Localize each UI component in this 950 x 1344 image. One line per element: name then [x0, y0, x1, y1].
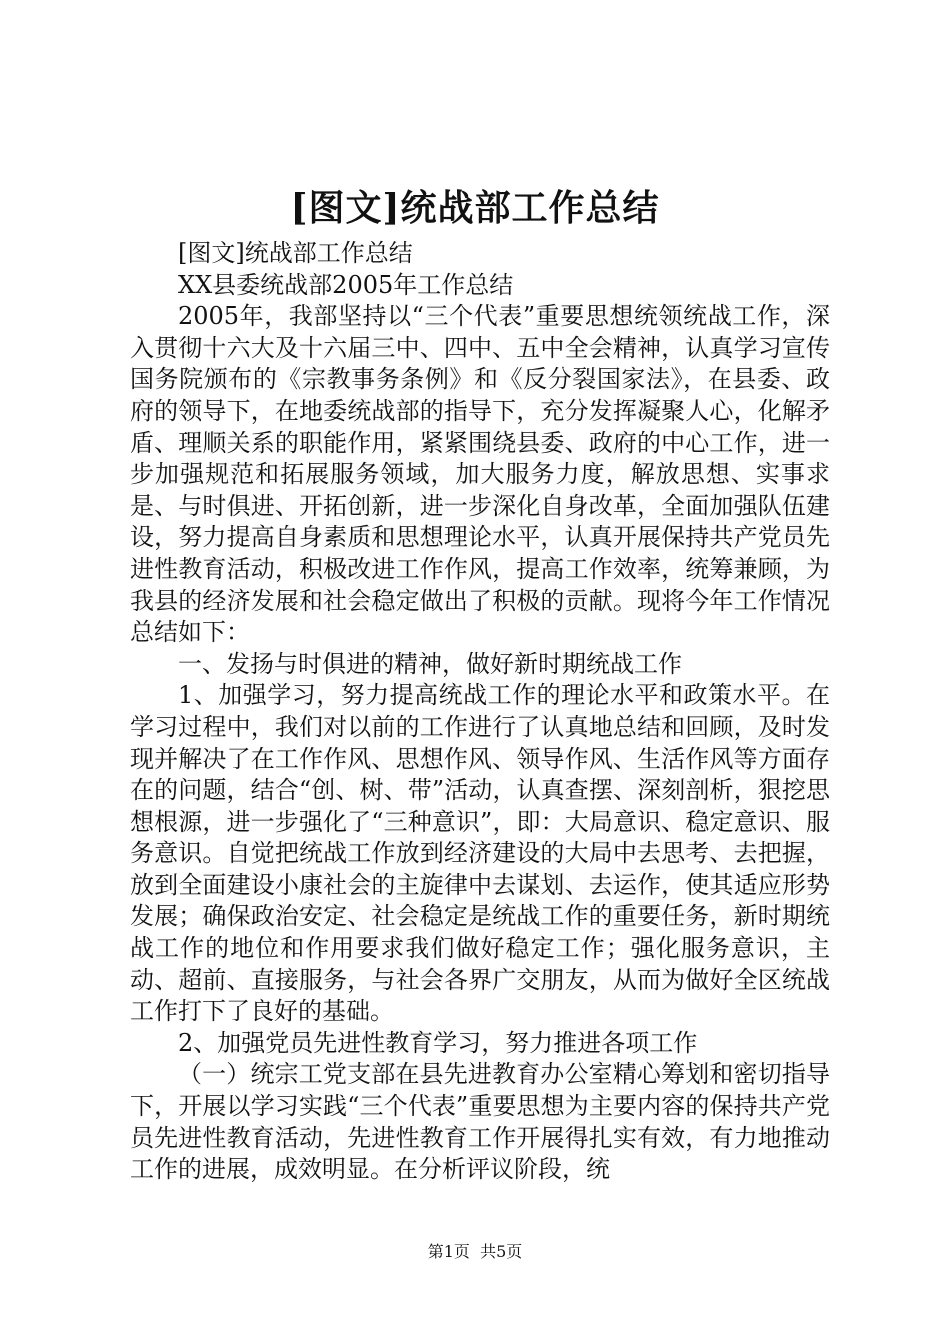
page-title: [图文]统战部工作总结 — [290, 187, 660, 229]
paragraph-subtitle: [图文]统战部工作总结 — [178, 239, 413, 267]
section-heading-1: 一、发扬与时俱进的精神，做好新时期统战工作 — [178, 649, 682, 678]
section-heading-2: 2、加强党员先进性教育学习，努力推进各项工作 — [178, 1028, 698, 1057]
paragraph-study: 1、加强学习，努力提高统战工作的理论水平和政策水平。在学习过程中，我们对以前的工作进行了认真地总结和回顾，及时发现并解决了在工作作风、思想作风、领导作风、生活作风等方面存在的问题，结合“创、树、带”活动，认真查摆、深刻剖析，狠挖思想根源，进一步强化了“三种意识”，即：大局意识、稳定意识、服务意识。自觉把统战工作放到经济建设的大局中去思考、去把握，放到全面建设小康社会的主旋律中去谋划、去运作，使其适应形势发展；确保政治安定、社会稳定是统战工作的重要任务，新时期统战工作的地位和作用要求我们做好稳定工作；强化服务意识，主动、超前、直接服务，与社会各界广交朋友，从而为做好全区统战工作打下了良好的基础。 — [130, 681, 830, 1026]
page-number: 第1页 — [427, 1242, 470, 1261]
footer-spacer — [470, 1242, 480, 1261]
document-body — [130, 238, 830, 1186]
page-total: 共5页 — [480, 1242, 523, 1261]
page-footer — [0, 1240, 950, 1264]
paragraph-intro: 2005年，我部坚持以“三个代表”重要思想统领统战工作，深入贯彻十六大及十六届三中、四中、五中全会精神，认真学习宣传国务院颁布的《宗教事务条例》和《反分裂国家法》，在县委、政府的领导下，在地委统战部的指导下，充分发挥凝聚人心，化解矛盾、理顺关系的职能作用，紧紧围绕县委、政府的中心工作，进一步加强规范和拓展服务领域，加大服务力度，解放思想、实事求是、与时俱进、开拓创新，进一步深化自身改革，全面加强队伍建设，努力提高自身素质和思想理论水平，认真开展保持共产党员先进性教育活动，积极改进工作作风，提高工作效率，统筹兼顾，为我县的经济发展和社会稳定做出了积极的贡献。现将今年工作情况总结如下： — [130, 302, 830, 647]
paragraph-party-branch: （一）统宗工党支部在县先进教育办公室精心筹划和密切指导下，开展以学习实践“三个代表”重要思想为主要内容的保持共产党员先进性教育活动，先进性教育工作开展得扎实有效，有力地推动工作的进展，成效明显。在分析评议阶段，统 — [130, 1060, 830, 1184]
paragraph-heading: XX县委统战部2005年工作总结 — [178, 270, 514, 299]
